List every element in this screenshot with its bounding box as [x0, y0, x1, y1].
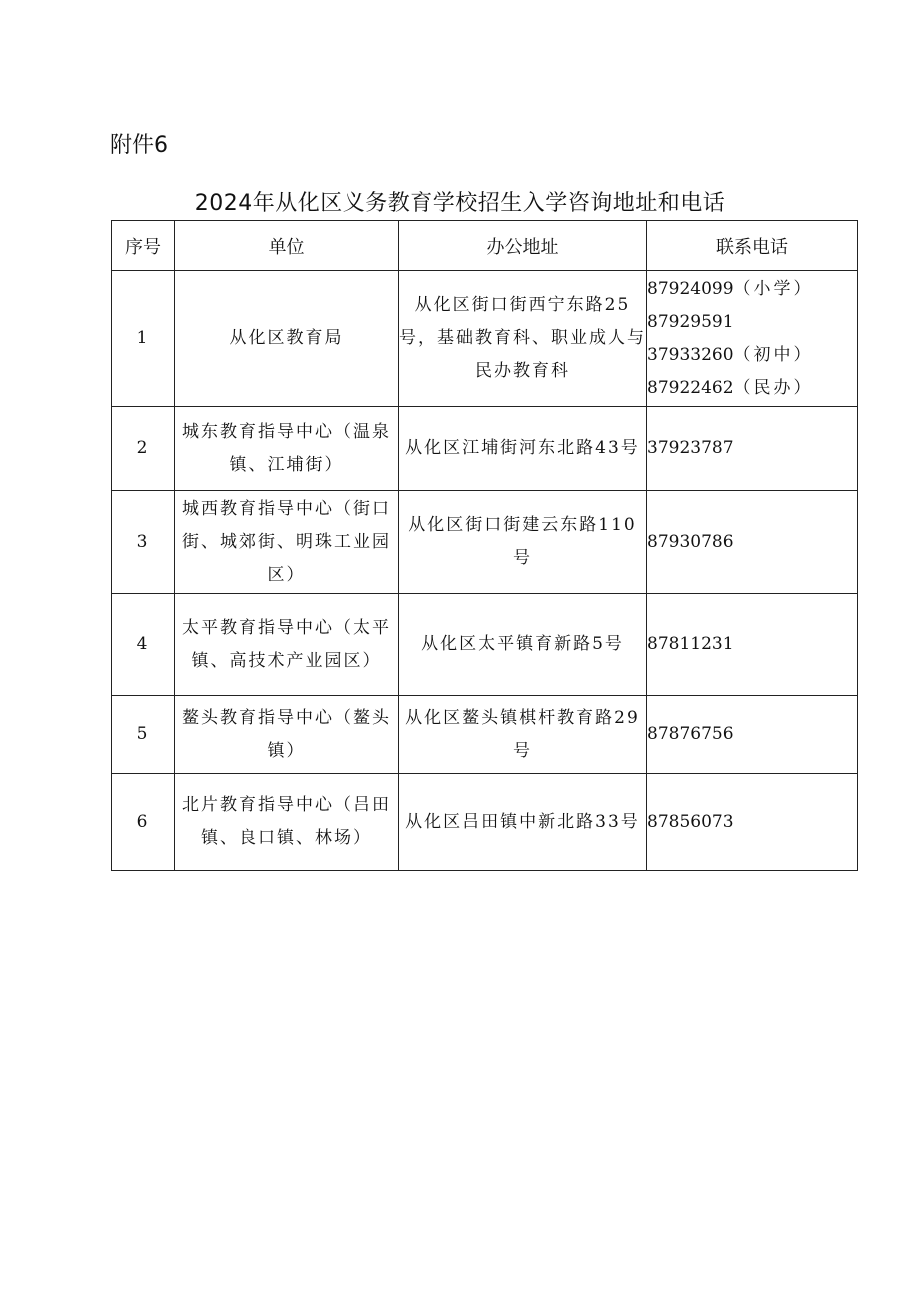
phone-entry	[647, 306, 857, 339]
phone-cell	[647, 271, 858, 407]
document-title: 2024年从化区义务教育学校招生入学咨询地址和电话	[194, 191, 726, 216]
phone-cell	[647, 407, 858, 491]
unit-cell: 太平教育指导中心（太平镇、高技术产业园区）	[175, 594, 399, 696]
table-row	[112, 271, 858, 407]
unit-cell: 从化区教育局	[175, 271, 399, 407]
phone-number: 87856073	[647, 811, 734, 832]
school-enrollment-contact-table	[111, 220, 858, 871]
phone-number: 37933260	[647, 344, 734, 365]
column-header-unit: 单位	[175, 221, 399, 271]
column-header-seq: 序号	[112, 221, 175, 271]
phone-note: （小学）	[733, 278, 814, 299]
phone-number: 87930786	[647, 531, 734, 552]
seq-cell: 4	[112, 594, 175, 696]
phone-number: 37923787	[647, 438, 734, 458]
table-row	[112, 696, 858, 774]
column-header-phone: 联系电话	[647, 221, 858, 271]
phone-cell	[647, 594, 858, 696]
seq-cell: 2	[112, 407, 175, 491]
unit-cell: 城东教育指导中心（温泉镇、江埔街）	[175, 407, 399, 491]
table-row	[112, 594, 858, 696]
address-cell: 从化区鳌头镇棋杆教育路29号	[399, 696, 647, 774]
column-header-address: 办公地址	[399, 221, 647, 271]
phone-number: 87924099	[647, 278, 734, 299]
attachment-label: 附件6	[110, 133, 168, 158]
table-header-row	[112, 221, 858, 271]
phone-note: （初中）	[733, 344, 814, 365]
table-row	[112, 491, 858, 594]
phone-cell	[647, 696, 858, 774]
unit-cell: 鳌头教育指导中心（鳌头镇）	[175, 696, 399, 774]
seq-cell: 5	[112, 696, 175, 774]
phone-entry	[647, 273, 857, 306]
table-row	[112, 774, 858, 871]
table-row	[112, 407, 858, 491]
phone-cell	[647, 491, 858, 594]
phone-number: 87811231	[647, 634, 734, 654]
seq-cell: 6	[112, 774, 175, 871]
phone-number: 87929591	[647, 311, 734, 332]
phone-cell	[647, 774, 858, 871]
phone-number: 87876756	[647, 724, 734, 744]
seq-cell: 1	[112, 271, 175, 407]
address-cell: 从化区吕田镇中新北路33号	[399, 774, 647, 871]
phone-note: （民办）	[733, 377, 814, 398]
address-cell: 从化区太平镇育新路5号	[399, 594, 647, 696]
address-cell: 从化区江埔街河东北路43号	[399, 407, 647, 491]
address-cell: 从化区街口街建云东路110号	[399, 491, 647, 594]
phone-number: 87922462	[647, 377, 734, 398]
address-cell: 从化区街口街西宁东路25号，基础教育科、职业成人与民办教育科	[399, 271, 647, 407]
phone-entry	[647, 339, 857, 372]
phone-entry	[647, 372, 857, 405]
unit-cell: 北片教育指导中心（吕田镇、良口镇、林场）	[175, 774, 399, 871]
seq-cell: 3	[112, 491, 175, 594]
unit-cell: 城西教育指导中心（街口街、城郊街、明珠工业园区）	[175, 491, 399, 594]
